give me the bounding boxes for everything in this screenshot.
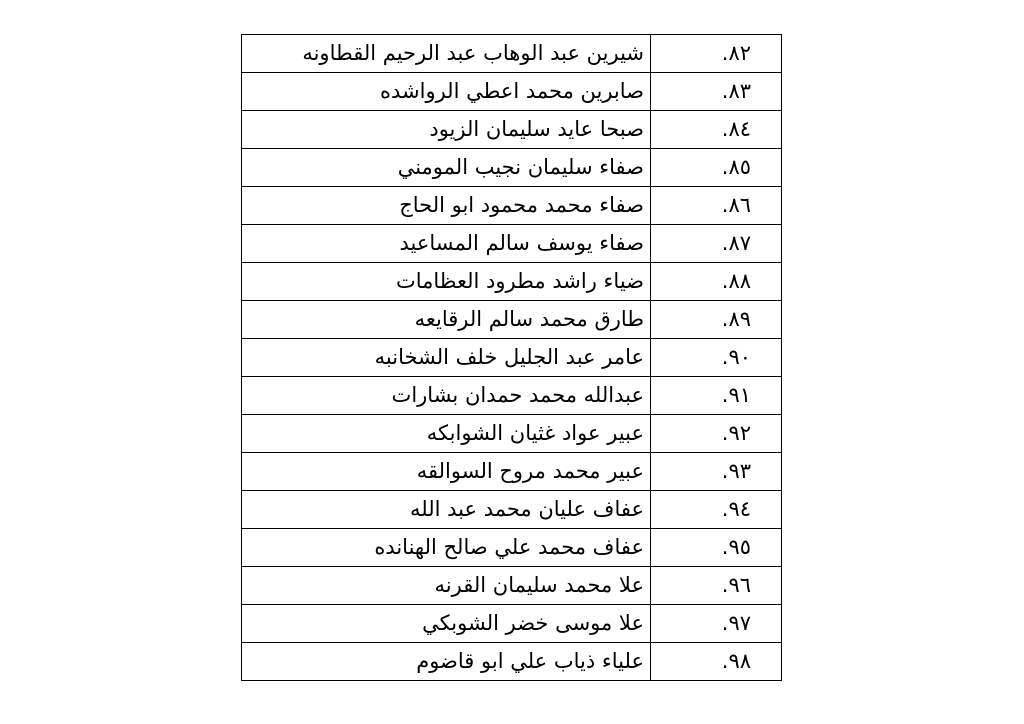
person-name: طارق محمد سالم الرقايعه (242, 301, 651, 339)
person-name: صفاء محمد محمود ابو الحاج (242, 187, 651, 225)
table-row (242, 73, 782, 111)
row-number: ٩٠. (651, 339, 782, 377)
row-number: ٨٥. (651, 149, 782, 187)
person-name: علا موسى خضر الشوبكي (242, 605, 651, 643)
row-number: ٩١. (651, 377, 782, 415)
row-number: ٩٧. (651, 605, 782, 643)
person-name: عبير عواد غثيان الشوابكه (242, 415, 651, 453)
table-row (242, 149, 782, 187)
person-name: عبير محمد مروح السوالقه (242, 453, 651, 491)
names-table-body (242, 35, 782, 681)
row-number: ٨٦. (651, 187, 782, 225)
table-row (242, 301, 782, 339)
names-table (241, 34, 782, 681)
table-row (242, 187, 782, 225)
table-row (242, 415, 782, 453)
person-name: صبحا عايد سليمان الزيود (242, 111, 651, 149)
table-row (242, 605, 782, 643)
person-name: علا محمد سليمان القرنه (242, 567, 651, 605)
row-number: ٨٤. (651, 111, 782, 149)
table-row (242, 263, 782, 301)
table-row (242, 35, 782, 73)
person-name: صفاء يوسف سالم المساعيد (242, 225, 651, 263)
row-number: ٩٦. (651, 567, 782, 605)
person-name: عفاف محمد علي صالح الهنانده (242, 529, 651, 567)
person-name: عفاف عليان محمد عبد الله (242, 491, 651, 529)
person-name: شيرين عبد الوهاب عبد الرحيم القطاونه (242, 35, 651, 73)
table-row (242, 339, 782, 377)
row-number: ٩٢. (651, 415, 782, 453)
row-number: ٨٧. (651, 225, 782, 263)
person-name: عامر عبد الجليل خلف الشخانبه (242, 339, 651, 377)
row-number: ٨٩. (651, 301, 782, 339)
table-row (242, 491, 782, 529)
table-row (242, 377, 782, 415)
row-number: ٨٢. (651, 35, 782, 73)
table-row (242, 529, 782, 567)
person-name: صابرين محمد اعطي الرواشده (242, 73, 651, 111)
table-row (242, 225, 782, 263)
table-row (242, 453, 782, 491)
row-number: ٩٣. (651, 453, 782, 491)
table-row (242, 111, 782, 149)
row-number: ٨٨. (651, 263, 782, 301)
row-number: ٩٤. (651, 491, 782, 529)
person-name: ضياء راشد مطرود العظامات (242, 263, 651, 301)
person-name: صفاء سليمان نجيب المومني (242, 149, 651, 187)
row-number: ٩٥. (651, 529, 782, 567)
person-name: عبدالله محمد حمدان بشارات (242, 377, 651, 415)
table-row (242, 567, 782, 605)
row-number: ٩٨. (651, 643, 782, 681)
person-name: علياء ذياب علي ابو قاضوم (242, 643, 651, 681)
row-number: ٨٣. (651, 73, 782, 111)
table-row (242, 643, 782, 681)
